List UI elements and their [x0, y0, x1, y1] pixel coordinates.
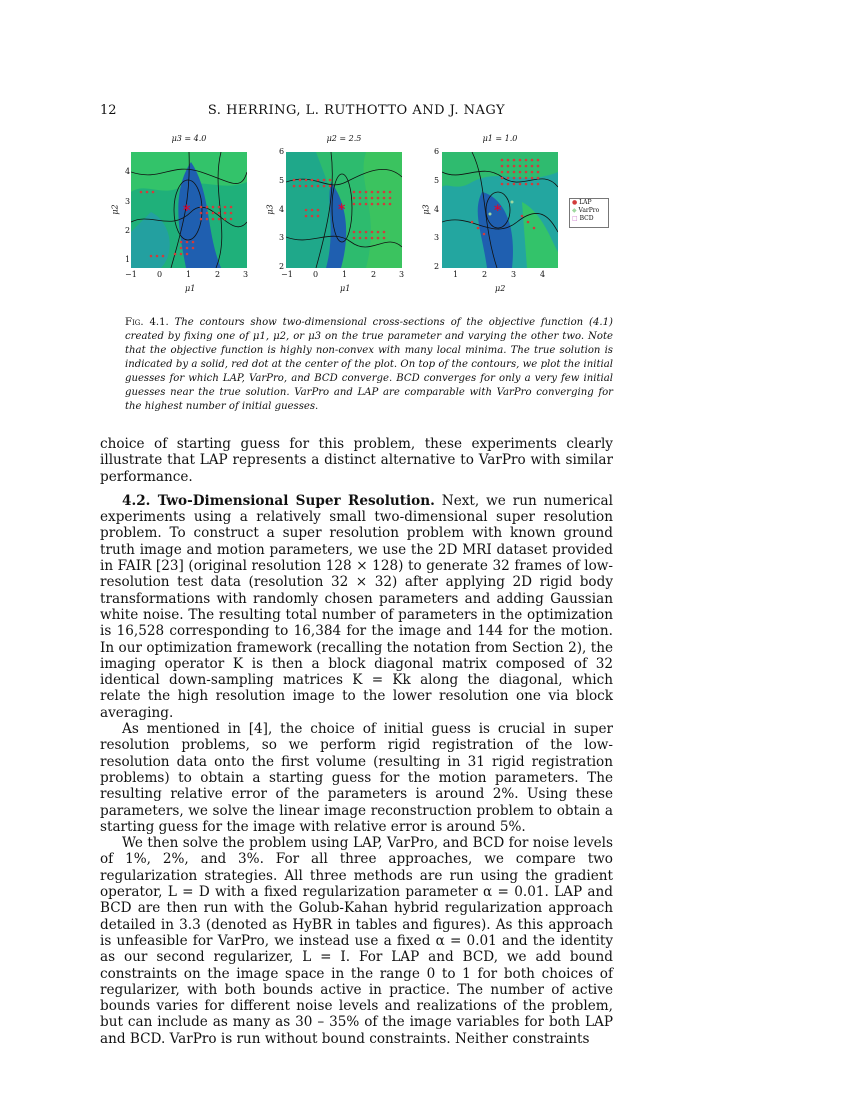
plot-2-contour-panel	[286, 152, 402, 268]
paragraph-initial-guess: As mentioned in [4], the choice of initial guess is crucial in super resolution problems, so we perform rigid registration of the low-resolution data onto the first volume (resulting in 31 rigid registration problems) to obtain a starting guess for the motion parameters. The resulting relative error of the parameters is around 2%. Using these parameters, we solve the linear image reconstruction problem to obtain a starting guess for the image with relative error is around 5%.	[100, 721, 613, 835]
paragraph-methods: We then solve the problem using LAP, VarPro, and BCD for noise levels of 1%, 2%, and 3%. For all three approaches, we compare two regularization strategies. All three methods are run using the gradient operator, L = D with a fixed regularization parameter α = 0.01. LAP and BCD are then run with the Golub-Kahan hybrid regularization approach detailed in 3.3 (denoted as HyBR in tables and figures). As this approach is unfeasible for VarPro, we instead use a fixed α = 0.01 and the identity as our second regularizer, L = I. For LAP and BCD, we add bound constraints on the image space in the range 0 to 1 for both choices of regularizer, with both bounds active in practice. The number of active bounds varies for different noise levels and realizations of the problem, but can include as many as 30 – 35% of the image variables for both LAP and BCD. VarPro is run without bound constraints. Neither constraints	[100, 835, 613, 1047]
plot-2-title: μ2 = 2.5	[326, 134, 362, 143]
figure-caption	[125, 316, 613, 414]
paragraph-continuation: choice of starting guess for this problem, these experiments clearly illustrate that LAP represents a distinct alternative to VarPro with similar performance.	[100, 436, 613, 485]
plot-1-title: μ3 = 4.0	[171, 134, 207, 143]
bcd-marker-icon: □	[572, 215, 578, 222]
body-text	[100, 436, 613, 1047]
plot-3-xlabel: μ2	[495, 284, 506, 293]
plot-3-title: μ1 = 1.0	[482, 134, 518, 143]
figure-4-1: μ3 = 4.0 * μ2 μ1 1 2 3 4 −1 0 1 2 3 μ2 = 2.5 * μ3 μ1 2 3 4 5 6 −1 0 1 2 3 μ1 = 1.0 * μ3 μ2 2 3 4 5 6 1 2 3 4 ● LAP ◆ VarPro □ BCD	[0, 0, 850, 310]
plot-2-ylabel: μ3	[265, 204, 275, 215]
legend-item-bcd: □ BCD	[572, 215, 594, 222]
plot-1-contour-panel	[131, 152, 247, 268]
plot-1-xlabel: μ1	[185, 284, 196, 293]
section-heading: 4.2. Two-Dimensional Super Resolution.	[122, 492, 435, 509]
legend-item-varpro: ◆ VarPro	[572, 207, 600, 214]
caption-text: The contours show two-dimensional cross-sections of the objective function (4.1) created by fixing one of μ1, μ2, or μ3 on the true parameter and varying the other two. Note that the objective function is highly non-convex with many local minima. The true solution is indicated by a solid, red dot at the center of the plot. On top of the contours, we plot the initial guesses for which LAP, VarPro, and BCD converge. BCD converges for only a very few initial guesses near the true solution. VarPro and LAP are comparable with VarPro converging for the highest number of initial guesses.	[125, 317, 613, 412]
svg-text:*: *	[338, 202, 346, 218]
plot-3-ylabel: μ3	[421, 204, 431, 215]
running-title: S. HERRING, L. RUTHOTTO AND J. NAGY	[207, 103, 506, 118]
plot-1-ylabel: μ2	[110, 204, 120, 215]
varpro-marker-icon: ◆	[572, 207, 577, 214]
true-solution-marker: *	[183, 203, 191, 219]
lap-marker-icon: ●	[572, 199, 578, 206]
section-paragraph	[100, 493, 613, 721]
plot-2-xlabel: μ1	[340, 284, 351, 293]
caption-label: Fig. 4.1.	[125, 317, 169, 328]
legend-item-lap: ● LAP	[572, 199, 592, 206]
page-number: 12	[100, 103, 117, 118]
section-paragraph-text: Next, we run numerical experiments using a relatively small two-dimensional super resolution problem. To construct a super resolution problem with known ground truth image and motion parameters, we use the 2D MRI dataset provided in FAIR [23] (original resolution 128 × 128) to generate 32 frames of low-resolution test data (resolution 32 × 32) after applying 2D rigid body transformations with randomly chosen parameters and adding Gaussian white noise. The resulting total number of parameters in the optimization is 16,528 corresponding to 16,384 for the image and 144 for the motion. In our optimization framework (recalling the notation from Section 2), the imaging operator K is then a block diagonal matrix composed of 32 identical down-sampling matrices K = Kk along the diagonal, which relate the high resolution image to the lower resolution one via block averaging.	[100, 492, 613, 721]
svg-text:*: *	[494, 203, 502, 219]
plot-3-contour-panel	[442, 152, 558, 268]
figure-legend	[569, 198, 609, 228]
